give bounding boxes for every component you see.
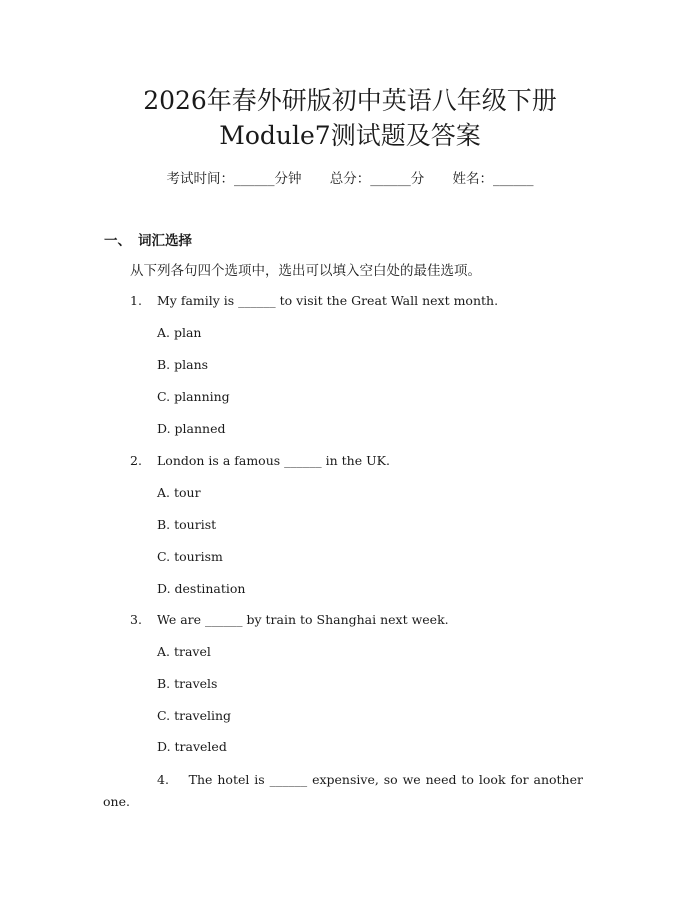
question-3-option-c: C. traveling <box>157 708 232 723</box>
page-title-line-1: 2026年春外研版初中英语八年级下册 <box>143 86 557 115</box>
exam-meta <box>0 169 700 189</box>
question-2-option-b: B. tourist <box>157 517 217 532</box>
question-2-text: London is a famous ______ in the UK. <box>157 453 390 468</box>
question-4-text: The hotel is ______ expensive, so we need to look for another one. <box>103 772 583 809</box>
question-2-option-d: D. destination <box>157 581 246 596</box>
question-3-option-b: B. travels <box>157 676 218 691</box>
question-1-option-b: B. plans <box>157 357 209 372</box>
question-1-option-d: D. planned <box>157 421 226 436</box>
student-name-field: 姓名：______ <box>452 171 534 187</box>
exam-time-field: 考试时间：______分钟 <box>166 171 302 187</box>
section-title: 词汇选择 <box>138 233 192 249</box>
question-4-number: 4. <box>157 772 169 787</box>
question-2-option-a: A. tour <box>157 485 201 500</box>
total-score-field: 总分：______分 <box>329 171 425 187</box>
section-heading <box>104 231 192 251</box>
question-1-text: My family is ______ to visit the Great Wall next month. <box>157 293 499 308</box>
question-1-number: 1. <box>130 293 142 308</box>
question-1-option-c: C. planning <box>157 389 230 404</box>
question-4 <box>103 769 583 813</box>
question-3-option-d: D. traveled <box>157 739 227 754</box>
question-3-option-a: A. travel <box>157 644 211 659</box>
question-3-text: We are ______ by train to Shanghai next week. <box>157 612 449 627</box>
section-instruction: 从下列各句四个选项中，选出可以填入空白处的最佳选项。 <box>130 263 481 279</box>
section-number: 一、 <box>104 233 131 249</box>
question-3-number: 3. <box>130 612 142 627</box>
question-2-number: 2. <box>130 453 142 468</box>
page-title-line-2: Module7测试题及答案 <box>219 121 481 150</box>
question-2-option-c: C. tourism <box>157 549 223 564</box>
question-1-option-a: A. plan <box>157 325 202 340</box>
